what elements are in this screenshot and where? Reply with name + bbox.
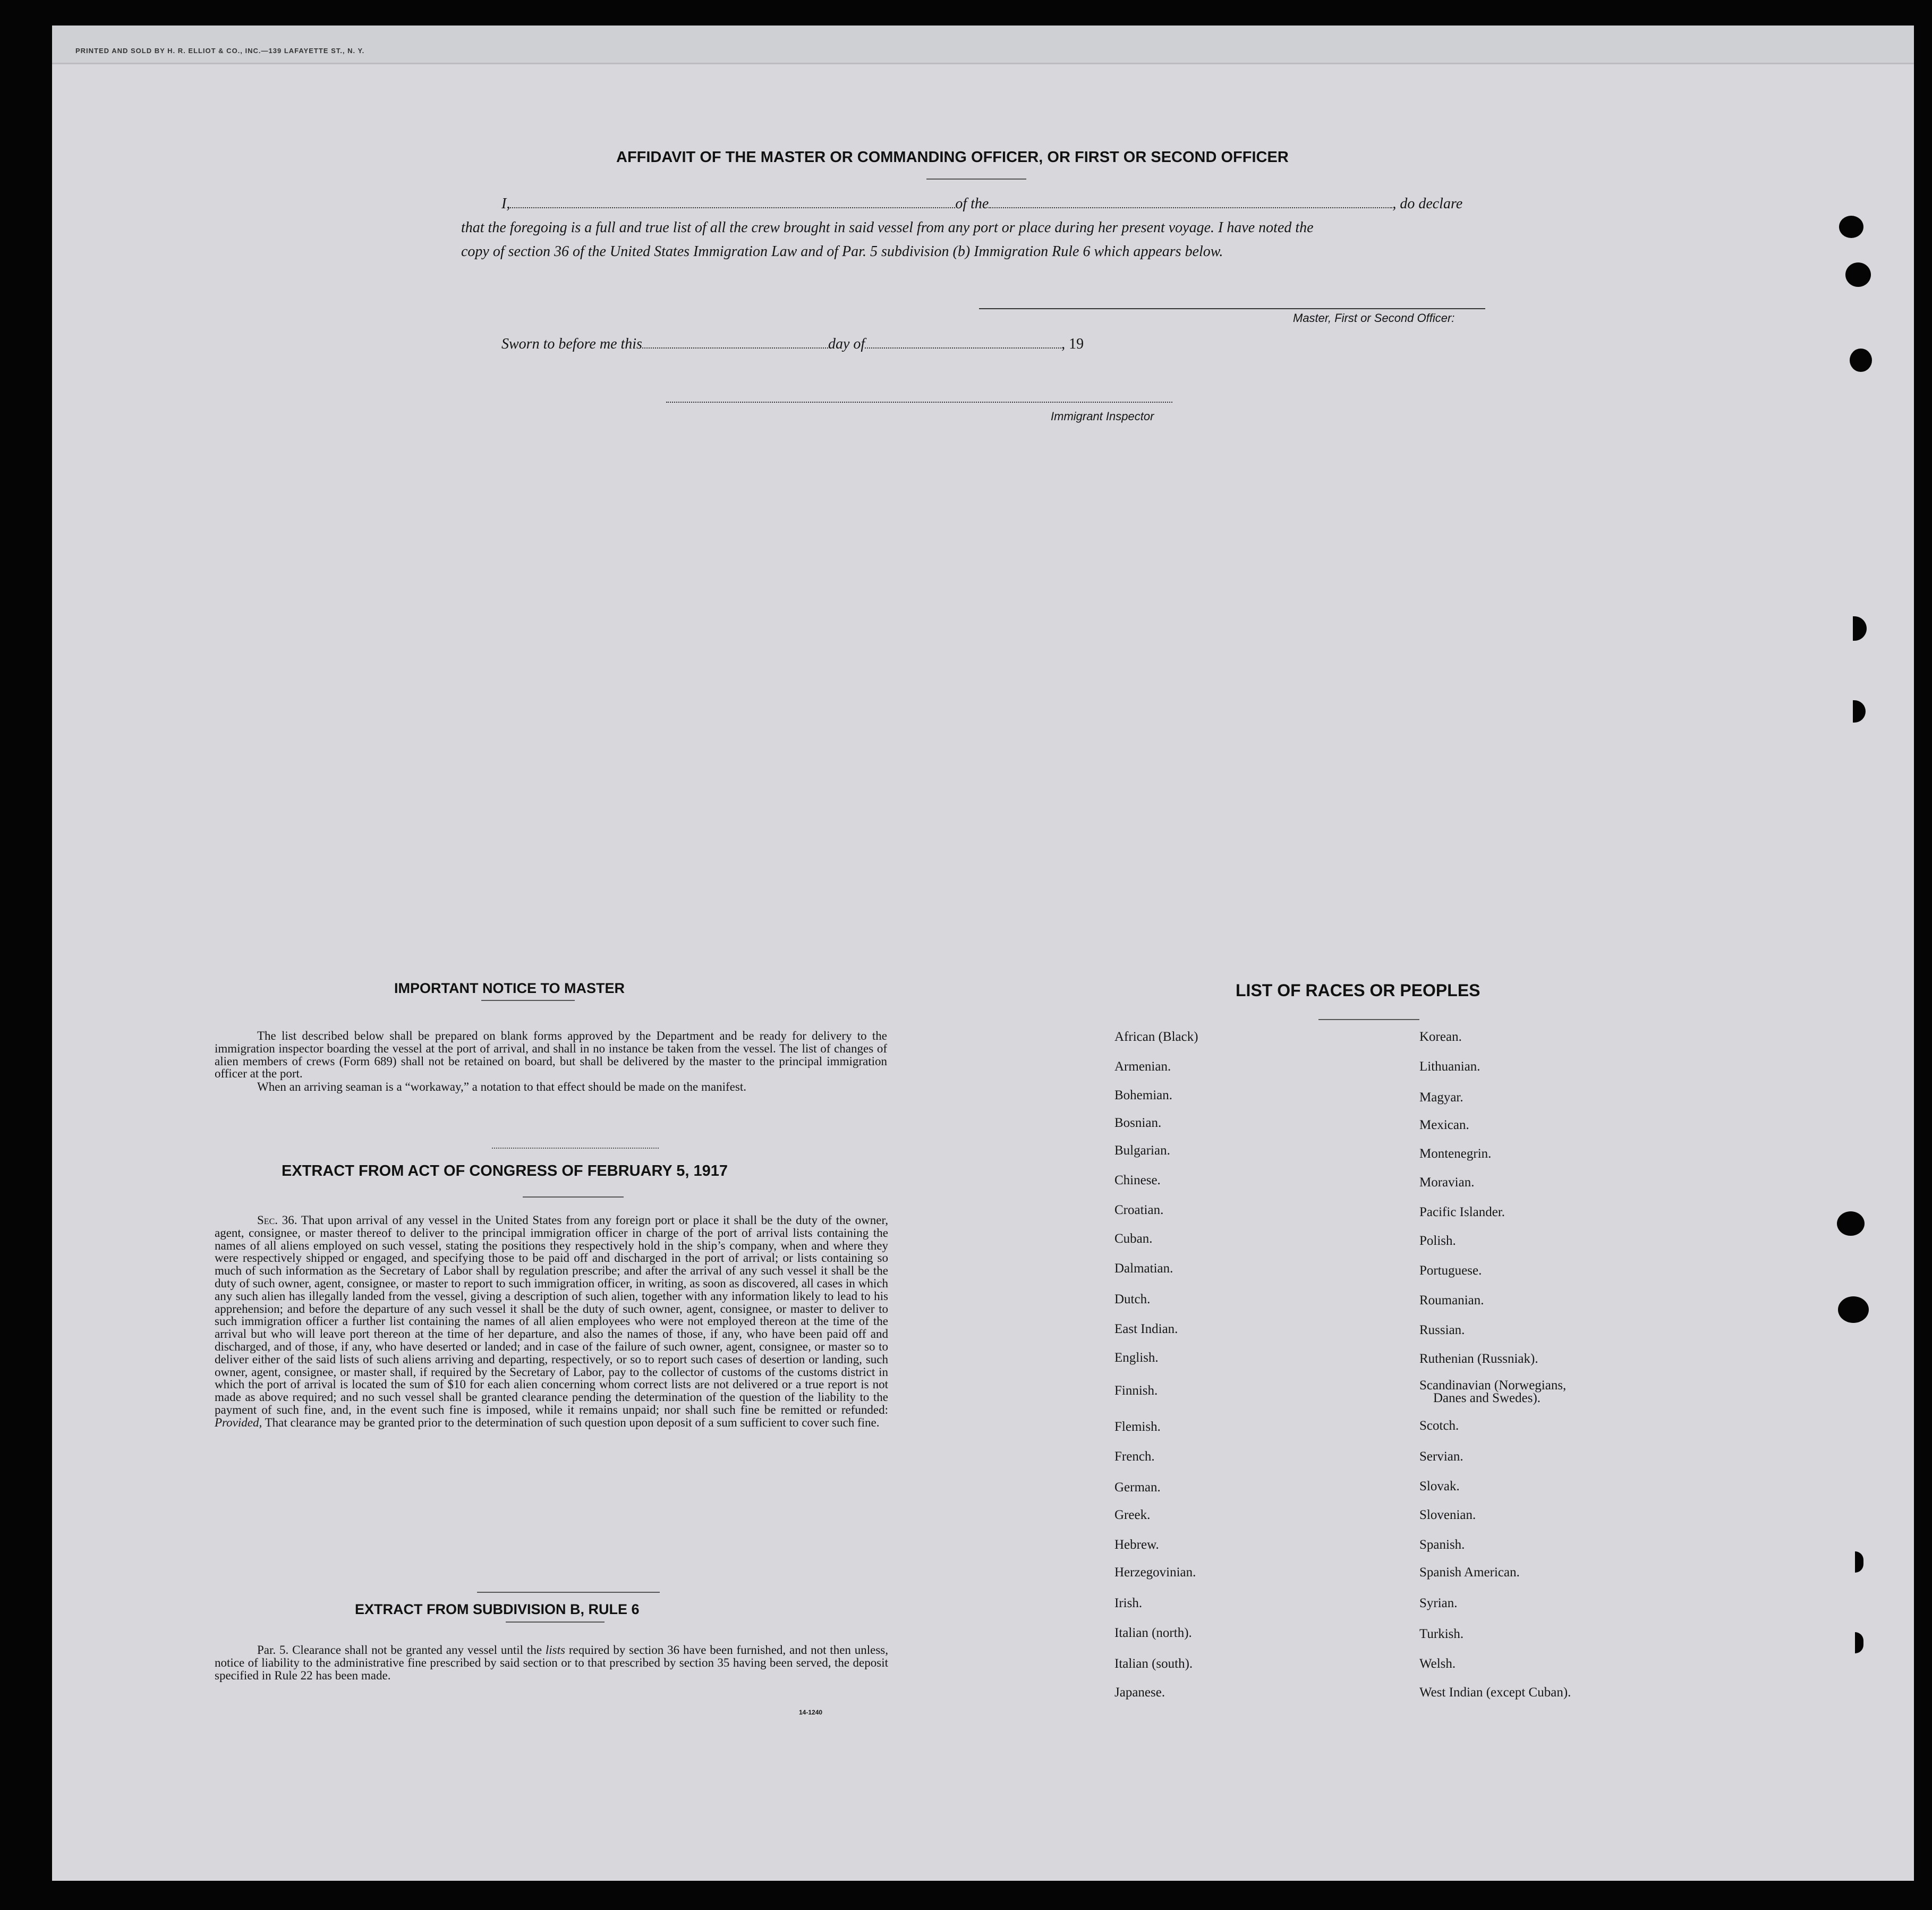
notice-underline xyxy=(481,1000,575,1001)
form-sheet xyxy=(52,26,1914,1881)
extract-rule-title: EXTRACT FROM SUBDIVISION B, RULE 6 xyxy=(355,1601,640,1617)
extract-act-title: EXTRACT FROM ACT OF CONGRESS OF FEBRUARY 5, 1917 xyxy=(282,1162,728,1179)
race-item: Montenegrin. xyxy=(1419,1147,1492,1161)
race-item: Finnish. xyxy=(1114,1383,1158,1398)
affidavit-title: AFFIDAVIT OF THE MASTER OR COMMANDING OFFICER, OR FIRST OR SECOND OFFICER xyxy=(616,149,1289,166)
master-name-field[interactable] xyxy=(510,207,955,208)
race-item: African (Black) xyxy=(1114,1030,1198,1044)
sworn-year: , 19 xyxy=(1061,336,1084,352)
race-item: Japanese. xyxy=(1114,1685,1165,1700)
binder-hole xyxy=(1845,262,1871,287)
race-item: Flemish. xyxy=(1114,1420,1161,1434)
sworn-prefix: Sworn to before me this xyxy=(501,336,642,352)
race-item: Spanish American. xyxy=(1419,1565,1520,1580)
race-item: English. xyxy=(1114,1351,1159,1365)
rule-text-a: Par. 5. Clearance shall not be granted any vessel until the xyxy=(257,1643,542,1657)
race-item: Lithuanian. xyxy=(1419,1059,1480,1074)
race-item: German. xyxy=(1114,1480,1161,1495)
race-item: Pacific Islander. xyxy=(1419,1205,1505,1219)
races-underline xyxy=(1318,1019,1419,1020)
race-item: Croatian. xyxy=(1114,1203,1164,1217)
binder-hole xyxy=(1837,1211,1865,1236)
race-item: Mexican. xyxy=(1419,1118,1469,1132)
binder-hole xyxy=(1839,216,1863,238)
notice-para1: The list described below shall be prepared on blank forms approved by the Department and be ready for delivery to the immigration inspector boarding the vessel at the port of arrival, and shall in no instance be taken from the vessel. The list of changes of alien members of crews (Form 689) shall not be retained on board, but shall be delivered by the master to the principal immigration officer at the port. xyxy=(215,1029,887,1081)
sworn-day-field[interactable] xyxy=(642,347,828,349)
form-number: 14-1240 xyxy=(799,1709,823,1716)
affidavit-line2: that the foregoing is a full and true list of all the crew brought in said vessel from any port or place during her present voyage. I have noted the xyxy=(461,219,1314,236)
race-item: Chinese. xyxy=(1114,1173,1161,1187)
race-item: Slovak. xyxy=(1419,1479,1460,1493)
race-item: Syrian. xyxy=(1419,1596,1458,1610)
race-item: Spanish. xyxy=(1419,1538,1465,1552)
race-item: Italian (south). xyxy=(1114,1657,1193,1671)
race-item: Irish. xyxy=(1114,1596,1143,1610)
race-item: Servian. xyxy=(1419,1449,1463,1464)
printer-imprint: PRINTED AND SOLD BY H. R. ELLIOT & CO., INC.—139 LAFAYETTE ST., N. Y. xyxy=(75,47,365,55)
race-item: Herzegovinian. xyxy=(1114,1565,1196,1580)
sworn-day-of: day of xyxy=(828,336,865,352)
race-item: Dutch. xyxy=(1114,1292,1151,1306)
race-item: French. xyxy=(1114,1449,1155,1464)
race-item: Scandinavian (Norwegians, xyxy=(1419,1378,1567,1393)
race-item: Italian (north). xyxy=(1114,1626,1192,1640)
sworn-line xyxy=(501,336,1084,353)
rule-text-b: required by section 36 have been furnished, and not then unless, notice of liability to the administrative fine prescribed by said section or to that prescribed by section 35 having been served, the deposit specified in Rule 22 has been made. xyxy=(215,1643,889,1682)
race-item: Slovenian. xyxy=(1419,1508,1476,1522)
race-item: Moravian. xyxy=(1419,1175,1475,1190)
notice-separator xyxy=(492,1148,659,1149)
race-item: Bohemian. xyxy=(1114,1088,1173,1102)
master-signature-caption: Master, First or Second Officer: xyxy=(1293,311,1455,325)
race-item: Armenian. xyxy=(1114,1059,1171,1074)
race-item: Polish. xyxy=(1419,1234,1456,1248)
extract-rule-text xyxy=(215,1644,888,1682)
notice-title: IMPORTANT NOTICE TO MASTER xyxy=(394,980,625,996)
sec-label: Sec. 36. xyxy=(257,1213,297,1227)
sec-text-b: That clearance may be granted prior to the determination of such question upon deposit of a sum sufficient to cover such fine. xyxy=(265,1415,880,1429)
master-signature-line[interactable] xyxy=(979,308,1485,309)
binder-hole xyxy=(1853,700,1866,723)
race-item: Bulgarian. xyxy=(1114,1143,1170,1158)
notice-para2: When an arriving seaman is a “workaway,” a notation to that effect should be made on the manifest. xyxy=(257,1080,746,1093)
race-item: Greek. xyxy=(1114,1508,1151,1522)
race-item: Turkish. xyxy=(1419,1627,1464,1641)
binder-hole xyxy=(1855,1632,1863,1653)
extract-act-underline xyxy=(523,1196,624,1198)
affidavit-line1 xyxy=(501,196,1462,213)
inspector-signature-line[interactable] xyxy=(666,402,1172,403)
race-item: Russian. xyxy=(1419,1323,1465,1337)
race-item: Hebrew. xyxy=(1114,1538,1159,1552)
race-item: East Indian. xyxy=(1114,1322,1178,1336)
affidavit-i: I, xyxy=(501,196,510,212)
act-separator xyxy=(477,1592,660,1593)
race-item: Welsh. xyxy=(1419,1657,1456,1671)
affidavit-declare: , do declare xyxy=(1392,196,1463,212)
lists-word: lists xyxy=(545,1643,565,1657)
provided-word: Provided, xyxy=(215,1415,262,1429)
races-title: LIST OF RACES OR PEOPLES xyxy=(1236,981,1480,1000)
inspector-caption: Immigrant Inspector xyxy=(1051,410,1154,423)
race-item: Scotch. xyxy=(1419,1419,1459,1433)
race-item: Cuban. xyxy=(1114,1232,1153,1246)
race-item: Ruthenian (Russniak). xyxy=(1419,1352,1538,1366)
binder-hole xyxy=(1853,616,1867,641)
vessel-name-field[interactable] xyxy=(989,207,1392,208)
title-underline xyxy=(926,179,1026,180)
sworn-month-field[interactable] xyxy=(865,347,1061,349)
race-item: Dalmatian. xyxy=(1114,1261,1173,1276)
race-item: Portuguese. xyxy=(1419,1263,1482,1278)
extract-act-text xyxy=(215,1214,888,1429)
top-fold-strip xyxy=(52,26,1914,64)
binder-hole xyxy=(1855,1551,1863,1573)
race-item: Korean. xyxy=(1419,1030,1462,1044)
binder-hole xyxy=(1838,1296,1869,1323)
race-item: Bosnian. xyxy=(1114,1116,1162,1130)
binder-hole xyxy=(1850,349,1872,372)
affidavit-line3: copy of section 36 of the United States Immigration Law and of Par. 5 subdivision (b) Immigration Rule 6 which appears below. xyxy=(461,243,1223,260)
race-item: Roumanian. xyxy=(1419,1293,1484,1308)
extract-rule-underline xyxy=(506,1622,605,1623)
race-item: West Indian (except Cuban). xyxy=(1419,1685,1571,1700)
affidavit-of-the: of the xyxy=(955,196,989,212)
race-item: Magyar. xyxy=(1419,1090,1463,1105)
race-item: Danes and Swedes). xyxy=(1433,1391,1541,1405)
sec-text-a: That upon arrival of any vessel in the United States from any foreign port or place it shall be the duty of the owner, agent, consignee, or master thereof to deliver to the principal immigration officer in charge of the port of arrival lists containing the names of all aliens employed on such vessel, stating the positions they respectively hold in the ship’s company, when and where they were respectively shipped or engaged, and specifying those to be paid off and discharged in the port of arrival; or lists containing so much of such information as the Secretary of Labor shall by regulation prescribe; and after the arrival of any such vessel it shall be the duty of such owner, agent, consignee, or master to report to such immigration officer, in writing, as soon as discovered, all cases in which any such alien has illegally landed from the vessel, giving a description of such alien, together with any information likely to lead to his apprehension; and before the departure of any such vessel it shall be the duty of such owner, agent, consignee, or master to deliver to such immigration officer a further list containing the names of all alien employees who were not employed thereon at the time of the arrival but who will leave port thereon at the time of her departure, and also the names of those, if any, who have been paid off and discharged, and of those, if any, who have deserted or landed; and in case of the failure of such owner, agent, consignee, or master so to deliver either of the said lists of such aliens arriving and departing, respectively, or so to report such cases of desertion or landing, such owner, agent, consignee, or master shall, if required by the Secretary of Labor, pay to the collector of customs of the customs district in which the port of arrival is located the sum of $10 for each alien concerning whom correct lists are not delivered or a true report is not made as above required; and no such vessel shall be granted clearance pending the determination of the question of the liability to the payment of such fine, and, in the event such fine is imposed, while it remains unpaid; nor shall such fine be remitted or refunded: xyxy=(215,1213,888,1416)
